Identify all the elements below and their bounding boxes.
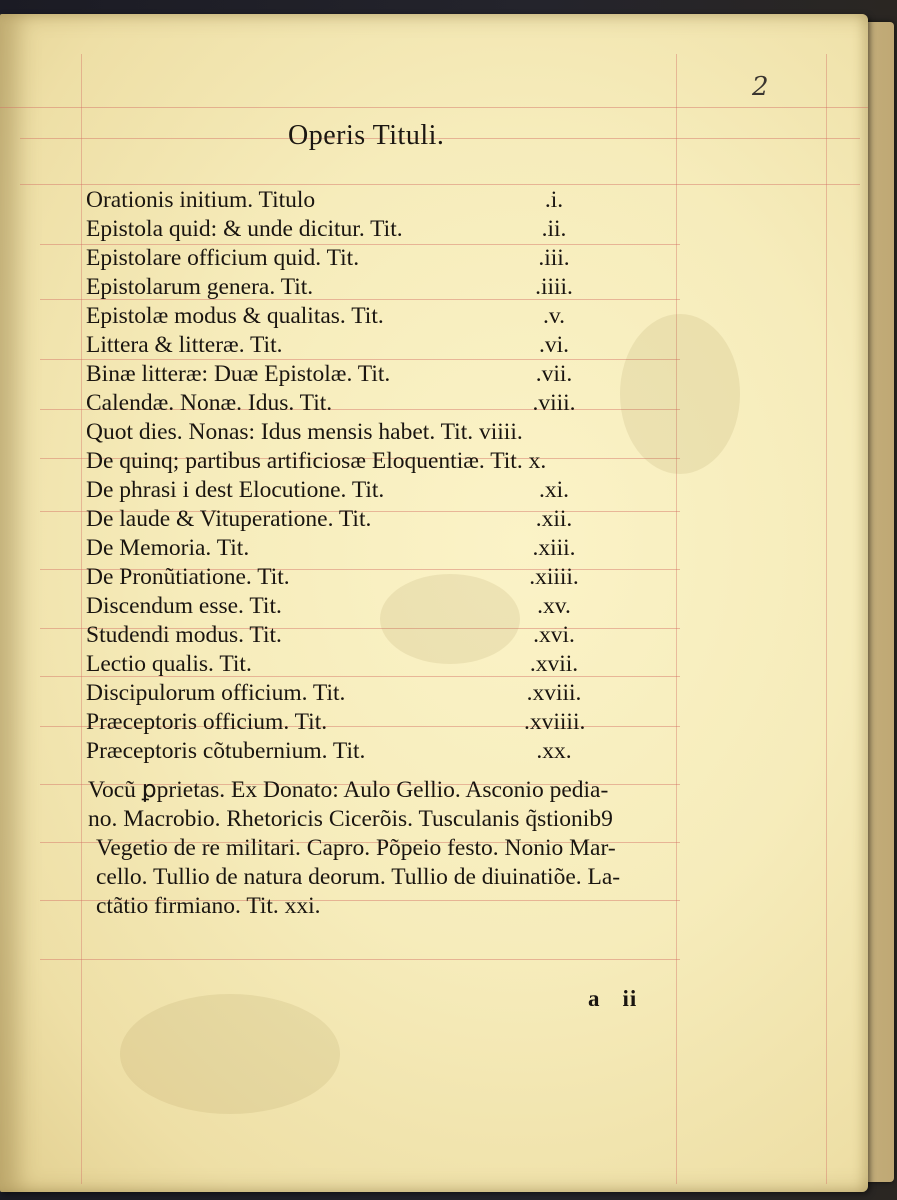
toc-row bbox=[86, 447, 596, 476]
toc-row bbox=[86, 505, 596, 534]
toc-title: Præceptoris officium. Tit. bbox=[86, 709, 328, 735]
toc-number: .v. bbox=[543, 303, 565, 329]
ruling-line bbox=[0, 107, 868, 108]
signature-mark bbox=[588, 986, 659, 1012]
paragraph-line: cello. Tullio de natura deorum. Tullio de diuinatiõe. La- bbox=[96, 864, 621, 890]
toc-number: .vi. bbox=[538, 332, 570, 358]
toc-title: Orationis initium. Titulo bbox=[86, 187, 316, 213]
paragraph-line: Vegetio de re militari. Capro. Põpeio festo. Nonio Mar- bbox=[96, 835, 616, 861]
toc-number: .xii. bbox=[535, 506, 573, 532]
toc-title: De Pronũtiatione. Tit. bbox=[86, 564, 290, 590]
toc-title: Epistolæ modus & qualitas. Tit. bbox=[86, 303, 384, 329]
toc-number: .viii. bbox=[532, 390, 576, 416]
page-heading: Operis Tituli. bbox=[288, 120, 445, 151]
toc-title: De quinq; partibus artificiosæ Eloquentiæ. Tit. x. bbox=[86, 448, 547, 474]
toc-row bbox=[86, 534, 596, 563]
toc-number: .xx. bbox=[536, 738, 572, 764]
toc-number: .xv. bbox=[537, 593, 571, 619]
toc-title: De phrasi i dest Elocutione. Tit. bbox=[86, 477, 385, 503]
toc-row bbox=[86, 186, 596, 215]
toc-row bbox=[86, 679, 596, 708]
toc-number: .iiii. bbox=[535, 274, 573, 300]
signature-letter: a bbox=[588, 986, 601, 1011]
toc-title: Binæ litteræ: Duæ Epistolæ. Tit. bbox=[86, 361, 391, 387]
toc-title: Littera & litteræ. Tit. bbox=[86, 332, 283, 358]
toc-title: Epistolare officium quid. Tit. bbox=[86, 245, 360, 271]
toc-title: Epistolarum genera. Tit. bbox=[86, 274, 314, 300]
toc-title: Calendæ. Nonæ. Idus. Tit. bbox=[86, 390, 333, 416]
paragraph-line: Vocũ ꝑprietas. Ex Donato: Aulo Gellio. Asconio pedia- bbox=[88, 777, 609, 803]
paper-stain bbox=[620, 314, 740, 474]
final-entry-paragraph bbox=[88, 776, 688, 921]
toc-number: .xviii. bbox=[526, 680, 582, 706]
ruling-line bbox=[676, 54, 677, 1184]
toc-row bbox=[86, 215, 596, 244]
toc-number: .xiiii. bbox=[529, 564, 579, 590]
toc-number: .vii. bbox=[535, 361, 573, 387]
toc-number: .xviiii. bbox=[524, 709, 586, 735]
toc-title: Epistola quid: & unde dicitur. Tit. bbox=[86, 216, 403, 242]
toc-number: .xvii. bbox=[529, 651, 579, 677]
paragraph-line: no. Macrobio. Rhetoricis Cicerõis. Tusculanis q̃stionib9 bbox=[88, 806, 613, 832]
signature-number: ii bbox=[622, 986, 638, 1011]
toc-number: .i. bbox=[544, 187, 564, 213]
toc-row bbox=[86, 476, 596, 505]
toc-row bbox=[86, 389, 596, 418]
ruling-line bbox=[40, 959, 680, 960]
toc-title: Præceptoris cõtubernium. Tit. bbox=[86, 738, 366, 764]
toc-row bbox=[86, 418, 596, 447]
toc-title: Discipulorum officium. Tit. bbox=[86, 680, 346, 706]
toc-row bbox=[86, 302, 596, 331]
toc-row bbox=[86, 650, 596, 679]
toc-row bbox=[86, 244, 596, 273]
ruling-line bbox=[826, 54, 827, 1184]
toc-row bbox=[86, 331, 596, 360]
paper-stain bbox=[120, 994, 340, 1114]
toc-row bbox=[86, 273, 596, 302]
toc-row bbox=[86, 563, 596, 592]
toc-title: Studendi modus. Tit. bbox=[86, 622, 282, 648]
toc-row bbox=[86, 592, 596, 621]
toc-title: Quot dies. Nonas: Idus mensis habet. Tit. viiii. bbox=[86, 419, 523, 445]
toc-row bbox=[86, 737, 596, 766]
toc-number: .xiii. bbox=[532, 535, 576, 561]
toc-title: Discendum esse. Tit. bbox=[86, 593, 282, 619]
toc-row bbox=[86, 360, 596, 389]
ruling-line bbox=[81, 54, 82, 1184]
toc-number: .xi. bbox=[538, 477, 570, 503]
table-of-contents bbox=[86, 186, 596, 766]
toc-row bbox=[86, 708, 596, 737]
folio-number: 2 bbox=[752, 72, 769, 102]
toc-row bbox=[86, 621, 596, 650]
toc-number: .iii. bbox=[538, 245, 570, 271]
paragraph-line: ctãtio firmiano. Tit. xxi. bbox=[96, 893, 321, 919]
toc-number: .xvi. bbox=[533, 622, 575, 648]
ruling-line bbox=[20, 184, 860, 185]
toc-title: De Memoria. Tit. bbox=[86, 535, 250, 561]
toc-number: .ii. bbox=[541, 216, 567, 242]
toc-title: De laude & Vituperatione. Tit. bbox=[86, 506, 372, 532]
book-page bbox=[0, 14, 868, 1192]
toc-title: Lectio qualis. Tit. bbox=[86, 651, 252, 677]
